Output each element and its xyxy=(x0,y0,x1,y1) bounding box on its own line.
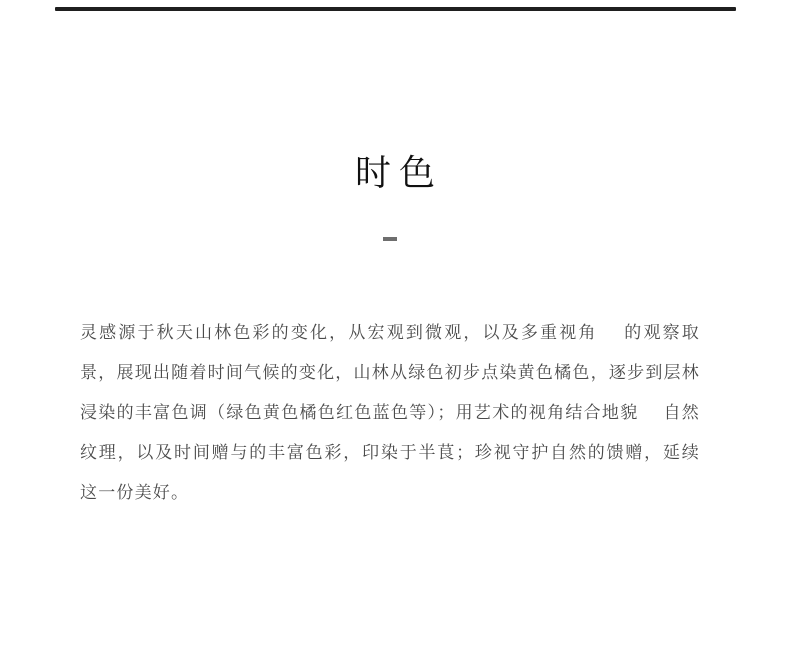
section-title: 时色 xyxy=(354,153,443,194)
top-divider xyxy=(55,7,736,11)
section-description: 灵感源于秋天山林色彩的变化，从宏观到微观，以及多重视角 的观察取景，展现出随着时间气候的变化，山林从绿色初步点染黄色橘色，逐步到层林浸染的丰富色调（绿色黄色橘色红色蓝色等）；用艺术的视角结合地貌 自然纹理，以及时间赠与的丰富色彩，印染于半茛；珍视守护自然的馈赠，延续 这一份美好。 xyxy=(80,323,719,503)
title-underline xyxy=(383,237,397,241)
